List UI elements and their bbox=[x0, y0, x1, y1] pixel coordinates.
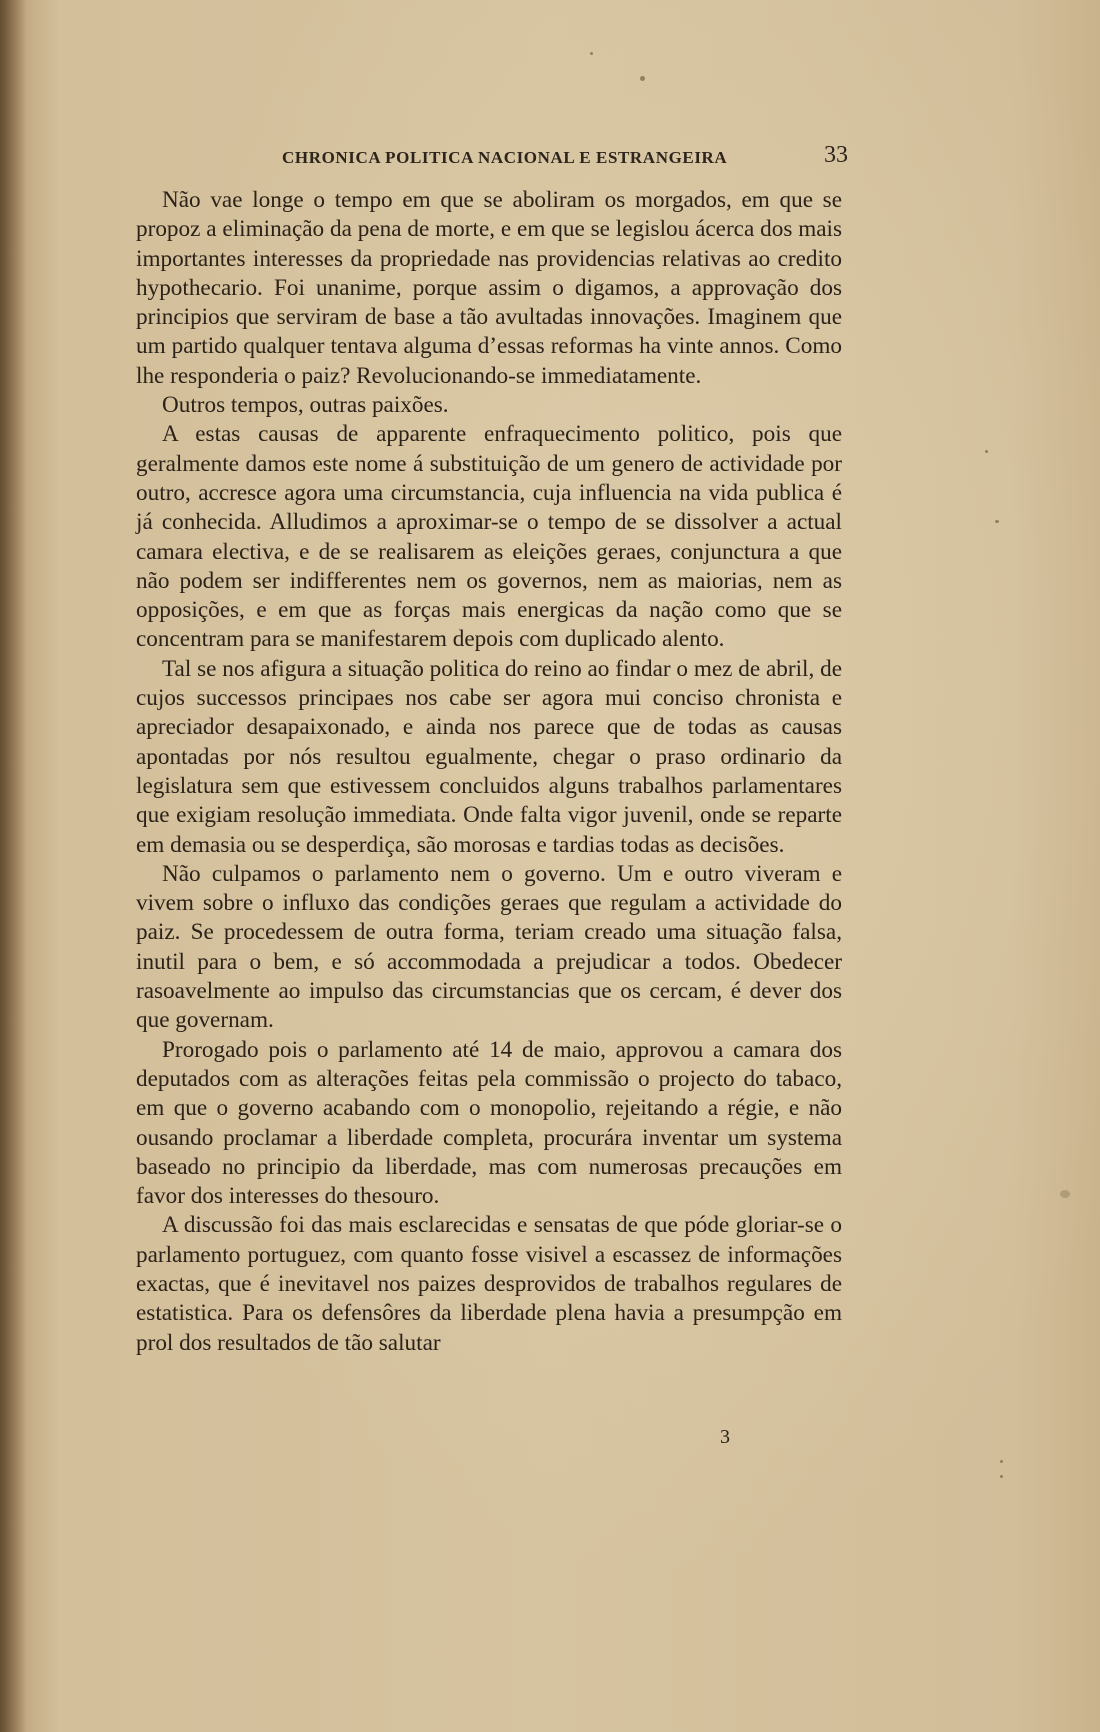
running-title: CHRONICA POLITICA NACIONAL E ESTRANGEIRA bbox=[282, 148, 728, 167]
page-number: 33 bbox=[824, 142, 848, 168]
paragraph: A estas causas de apparente enfraquecimento politico, pois que geralmente damos este nome á substituição de um genero de actividade por outro, accresce agora uma circumstancia, cuja influencia na vida publica é já conhecida. Alludimos a aproximar-se o tempo de se dissolver a actual camara electiva, e de se realisarem as eleições geraes, conjunctura a que não podem ser indifferentes nem os governos, nem as maiorias, nem as opposições, e em que as forças mais energicas da nação como que se concentram para se manifestarem depois com duplicado alento. bbox=[136, 421, 842, 653]
print-speck bbox=[1000, 1475, 1003, 1478]
print-speck bbox=[985, 450, 988, 453]
running-head bbox=[140, 142, 848, 174]
signature-mark: 3 bbox=[720, 1426, 730, 1448]
paragraph: A discussão foi das mais esclarecidas e sensatas de que póde gloriar-se o parlamento portuguez, com quanto fosse visivel a escassez de informações exactas, que é inevitavel nos paizes desprovidos de trabalhos regulares de estatistica. Para os defensôres da liberdade plena havia a presumpção em prol dos resultados de tão salutar bbox=[136, 1212, 842, 1356]
paragraph: Não culpamos o parlamento nem o governo. Um e outro viveram e vivem sobre o influxo das condições geraes que regulam a actividade do paiz. Se procedessem de outra forma, teriam creado uma situação falsa, inutil para o bem, e só accommodada a prejudicar a todos. Obedecer rasoavelmente ao impulso das circumstancias que os cercam, é dever dos que governam. bbox=[136, 860, 842, 1034]
print-speck bbox=[1060, 1190, 1070, 1198]
paragraph: Prorogado pois o parlamento até 14 de maio, approvou a camara dos deputados com as alterações feitas pela commissão o projecto do tabaco, em que o governo acabando com o monopolio, rejeitando a régie, e não ousando proclamar a liberdade completa, procurára inventar um systema baseado no principio da liberdade, mas com numerosas precauções em favor dos interesses do thesouro. bbox=[136, 1036, 842, 1210]
binding-shadow bbox=[0, 0, 26, 1732]
print-speck bbox=[1000, 1460, 1003, 1463]
print-speck bbox=[995, 520, 999, 523]
body-text bbox=[136, 186, 842, 1358]
paragraph: Outros tempos, outras paixões. bbox=[162, 392, 449, 419]
print-speck bbox=[590, 52, 593, 55]
paragraph: Não vae longe o tempo em que se aboliram os morgados, em que se propoz a eliminação da pena de morte, e em que se legislou ácerca dos mais importantes interesses da propriedade nas providencias relativas ao credito hypothecario. Foi unanime, porque assim o digamos, a approvação dos principios que serviram de base a tão avultadas innovações. Imaginem que um partido qualquer tentava alguma d’essas reformas ha vinte annos. Como lhe responderia o paiz? Revolucionando-se immediatamente. bbox=[136, 187, 842, 389]
print-speck bbox=[640, 76, 645, 81]
paragraph: Tal se nos afigura a situação politica do reino ao findar o mez de abril, de cujos successos principaes nos cabe ser agora mui conciso chronista e apreciador desapaixonado, e ainda nos parece que de todas as causas apontadas por nós resultou egualmente, chegar o praso ordinario da legislatura sem que estivessem concluidos alguns trabalhos parlamentares que exigiam resolução immediata. Onde falta vigor juvenil, onde se reparte em demasia ou se desperdiça, são morosas e tardias todas as decisões. bbox=[136, 655, 842, 858]
